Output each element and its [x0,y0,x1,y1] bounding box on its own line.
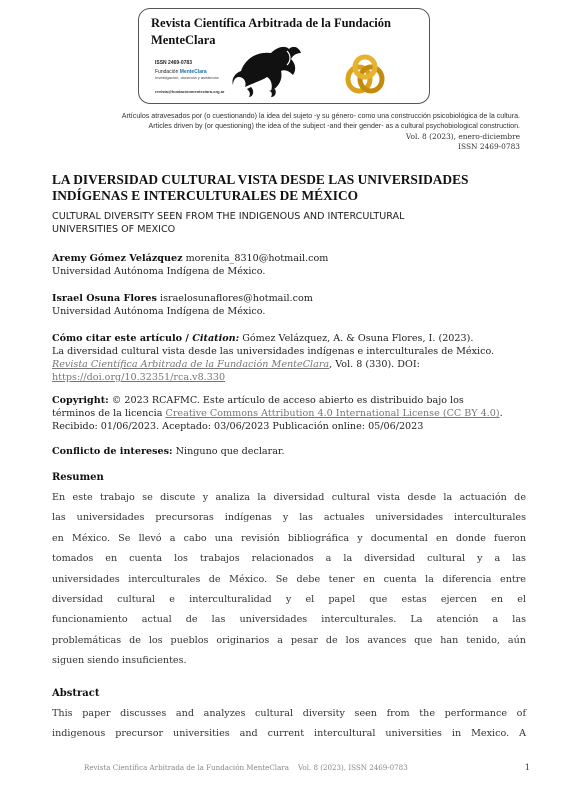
citation-line-3 [52,359,526,372]
author-1 [52,253,526,266]
resumen-line: tomados en cuenta los trabajos relacionados a la diversidad cultural y a las [52,553,526,565]
citation-line-4 [52,372,526,385]
resumen-paragraph [52,488,526,672]
copyright-line-2 [52,408,526,421]
abstract-heading: Abstract [52,688,100,699]
header-issn: ISSN 2469-0783 [155,60,192,66]
citation-label-italic: Citation: [192,333,240,344]
resumen-line: diversidad cultural e interculturalidad y el papel que estas ejercen en el [52,594,526,606]
abstract-line: This paper discusses and analyzes cultural diversity seen from the performance of [52,708,526,719]
horse-icon [231,41,309,99]
footer-journal: Revista Científica Arbitrada de la Fundación MenteClara [84,763,289,772]
article-subtitle [52,211,522,236]
conflict-line [52,446,526,459]
copyright-text-1: © 2023 RCAFMC. Este artículo de acceso abierto es distribuido bajo los [108,395,464,406]
author-2-affiliation: Universidad Autónoma Indígena de México. [52,306,266,317]
author-2-name: Israel Osuna Flores [52,293,157,304]
resumen-line: en México. Se llevó a cabo una revisión bibliográfica y documental en donde fueron [52,532,526,544]
footer-volume: Vol. 8 (2023), ISSN 2469-0783 [297,763,408,772]
resumen-line: funcionamiento actual de las universidades interculturales. La atención a las [52,614,526,626]
citation-label: Cómo citar este artículo / [52,333,193,344]
tagline-es: Artículos atravesados por (o cuestionando) la idea del sujeto -y su género- como una construcción psicobiológica de la cultura. [121,112,520,120]
citation-line-1 [52,333,526,346]
resumen-heading: Resumen [52,472,104,483]
page-number: 1 [524,763,530,772]
author-2 [52,293,526,306]
conflict-label: Conflicto de intereses: [52,446,173,457]
journal-title-line2: MenteClara [151,33,216,47]
journal-title-line1: Revista Científica Arbitrada de la Fundación [151,16,391,30]
citation-text-1: Gómez Velázquez, A. & Osuna Flores, I. (2023). [239,333,474,344]
foundation-name-b: MenteClara [179,69,207,75]
article-subtitle-line2: UNIVERSITIES OF MEXICO [52,223,176,235]
doi-link[interactable]: https://doi.org/10.32351/rca.v8.330 [52,372,226,383]
author-1-name: Aremy Gómez Velázquez [52,253,183,264]
volume-info: Vol. 8 (2023), enero-diciembre [405,132,520,141]
resumen-line: las universidades precursoras indígenas y las actuales universidades interculturales [52,512,526,524]
copyright-line-1 [52,395,526,408]
dates-line: Recibido: 01/06/2023. Aceptado: 03/06/2023 Publicación online: 05/06/2023 [52,421,424,432]
header-foundation-sub: Investigación, docencia y asistencia [155,75,219,80]
article-title [52,172,522,204]
tagline-en: Articles driven by (or questioning) the idea of the subject -and their gender- as a cultural psychobiological construction. [148,122,520,130]
author-1-email[interactable]: morenita_8310@hotmail.com [185,253,329,264]
abstract-paragraph [52,704,526,745]
abstract-line: indigenous precursor universities and current intercultural universities in Mexico. A [52,728,526,740]
page-footer [84,763,534,772]
citation-line-2: La diversidad cultural vista desde las universidades indígenas e interculturales de México. [52,346,495,357]
resumen-line: problemáticas de los pueblos originarios a pesar de los avances que han tenido, aún [52,634,526,646]
article-title-line1: LA DIVERSIDAD CULTURAL VISTA DESDE LAS UNIVERSIDADES [52,172,469,187]
copyright-label: Copyright: [52,395,109,406]
issn-info: ISSN 2469-0783 [458,142,520,151]
conflict-text: Ninguno que declarar. [172,446,285,457]
author-2-email[interactable]: israelosunaflores@hotmail.com [160,293,313,304]
author-1-affiliation: Universidad Autónoma Indígena de México. [52,266,266,277]
citation-text-3: , Vol. 8 (330). DOI: [329,359,420,370]
resumen-line: siguen siendo insuficientes. [52,655,187,667]
copyright-text-2: términos de la licencia [52,408,166,419]
article-subtitle-line1: CULTURAL DIVERSITY SEEN FROM THE INDIGENOUS AND INTERCULTURAL [52,211,405,222]
resumen-line: universidades interculturales de México. Se debe tener en cuenta la diferencia entre [52,573,526,585]
copyright-text-2-end: . [499,408,503,419]
article-title-line2: INDÍGENAS E INTERCULTURALES DE MÉXICO [52,188,359,203]
journal-header-card [138,8,430,104]
resumen-line: En este trabajo se discute y analiza la diversidad cultural vista desde la actuación de [52,492,526,503]
journal-link[interactable]: Revista Científica Arbitrada de la Fundación MenteClara [52,359,330,370]
golden-knot-icon [344,53,386,97]
foundation-name-a: Fundación [155,69,180,75]
header-email: revista@fundacionmenteclara.org.ar [155,89,225,94]
license-link[interactable]: Creative Commons Attribution 4.0 International License (CC BY 4.0) [165,408,500,419]
